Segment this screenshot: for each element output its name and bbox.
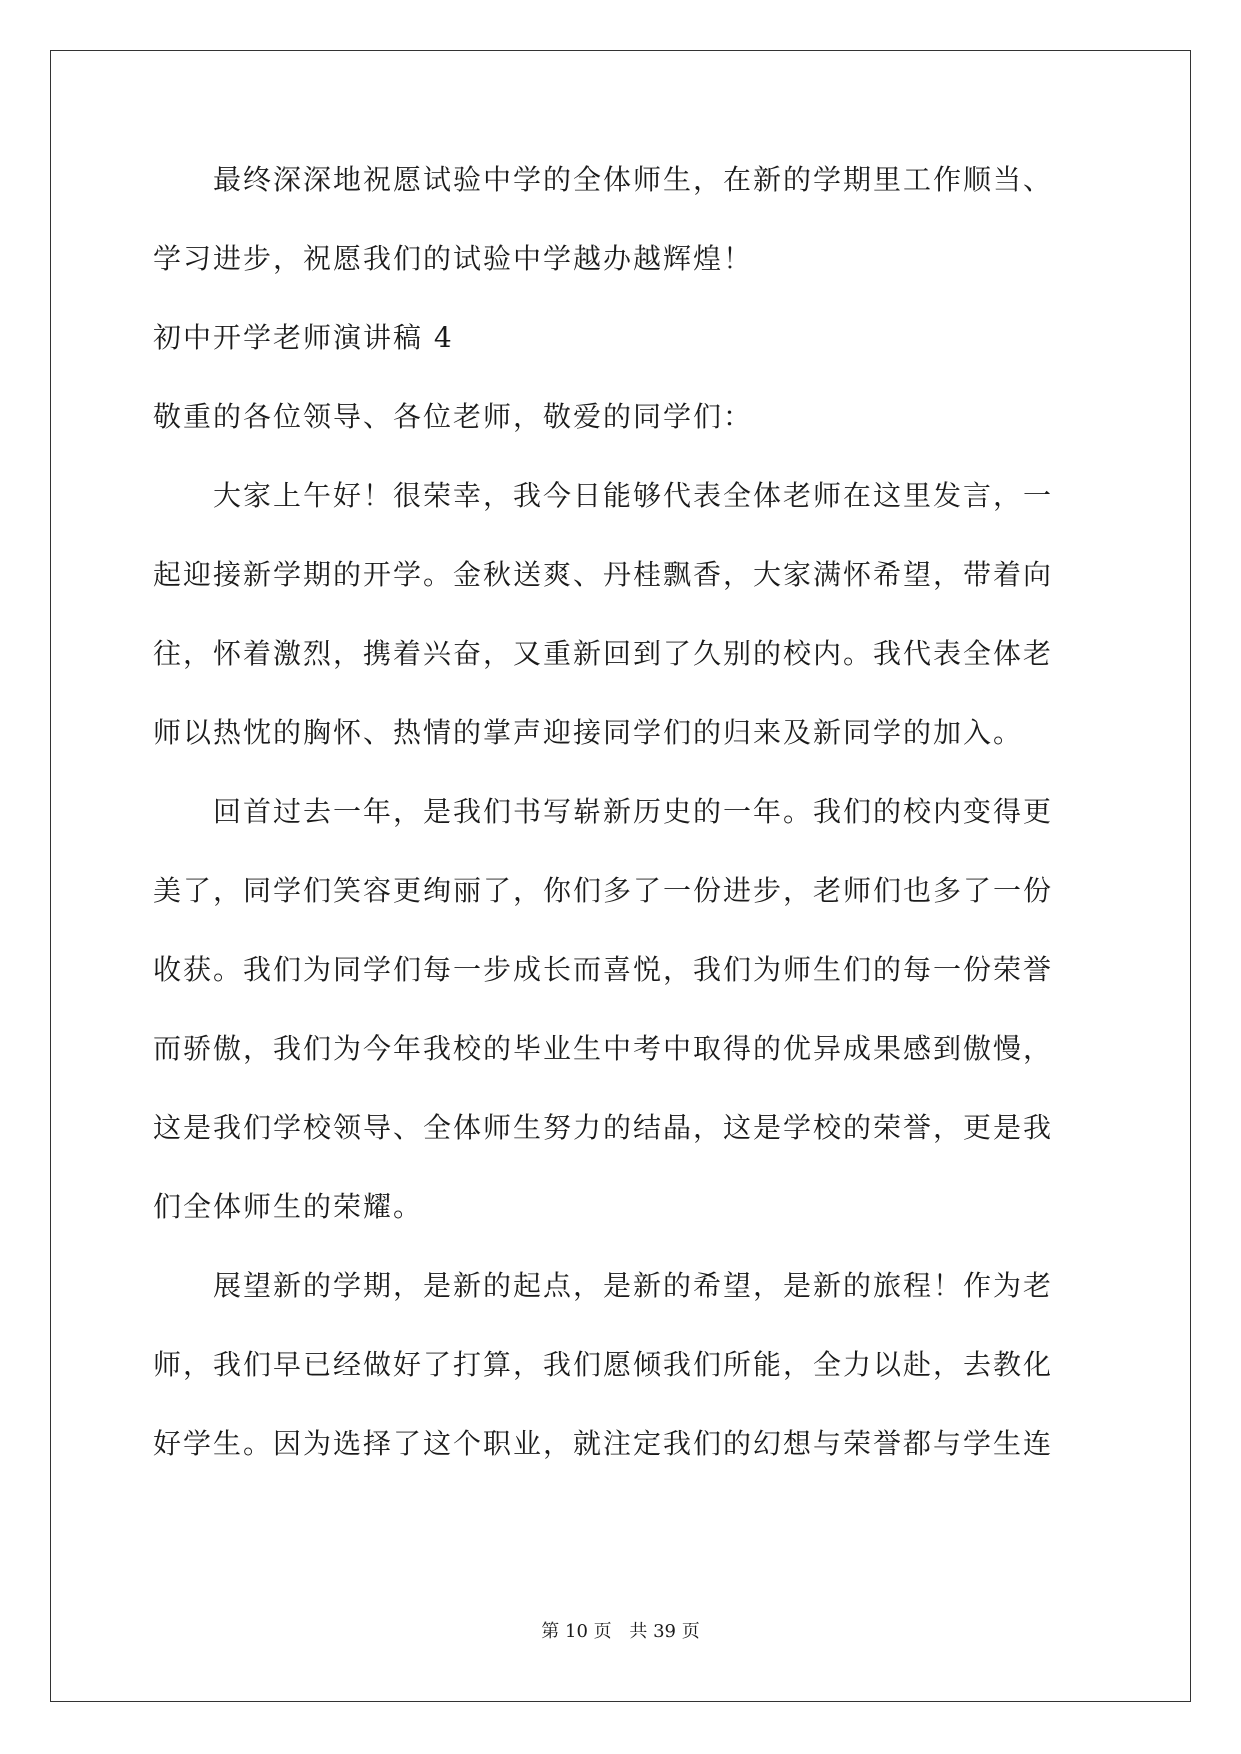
text-line: 往，怀着激烈，携着兴奋，又重新回到了久别的校内。我代表全体老 <box>153 637 1054 670</box>
text-line: 大家上午好！很荣幸，我今日能够代表全体老师在这里发言，一 <box>153 479 1054 512</box>
text-line: 们全体师生的荣耀。 <box>153 1190 424 1223</box>
text-line: 这是我们学校领导、全体师生努力的结晶，这是学校的荣誉，更是我 <box>153 1111 1054 1144</box>
salutation-line: 敬重的各位领导、各位老师，敬爱的同学们： <box>153 400 754 433</box>
total-pages: 共 39 页 <box>629 1621 700 1642</box>
text-line: 好学生。因为选择了这个职业，就注定我们的幻想与荣誉都与学生连 <box>153 1427 1054 1460</box>
text-line: 最终深深地祝愿试验中学的全体师生，在新的学期里工作顺当、 <box>153 163 1054 196</box>
page-number: 第 10 页 <box>541 1621 612 1642</box>
text-line: 而骄傲，我们为今年我校的毕业生中考中取得的优异成果感到傲慢， <box>153 1032 1054 1065</box>
text-line: 学习进步，祝愿我们的试验中学越办越辉煌！ <box>153 242 754 275</box>
text-line: 起迎接新学期的开学。金秋送爽、丹桂飘香，大家满怀希望，带着向 <box>153 558 1054 591</box>
text-line: 回首过去一年，是我们书写崭新历史的一年。我们的校内变得更 <box>153 795 1054 828</box>
text-line: 展望新的学期，是新的起点，是新的希望，是新的旅程！作为老 <box>153 1269 1054 1302</box>
text-line: 师以热忱的胸怀、热情的掌声迎接同学们的归来及新同学的加入。 <box>153 716 1024 749</box>
page-footer <box>0 1620 1241 1644</box>
text-line: 收获。我们为同学们每一步成长而喜悦，我们为师生们的每一份荣誉 <box>153 953 1054 986</box>
text-line: 师，我们早已经做好了打算，我们愿倾我们所能，全力以赴，去教化 <box>153 1348 1054 1381</box>
section-heading: 初中开学老师演讲稿 4 <box>153 321 454 354</box>
text-line: 美了，同学们笑容更绚丽了，你们多了一份进步，老师们也多了一份 <box>153 874 1054 907</box>
